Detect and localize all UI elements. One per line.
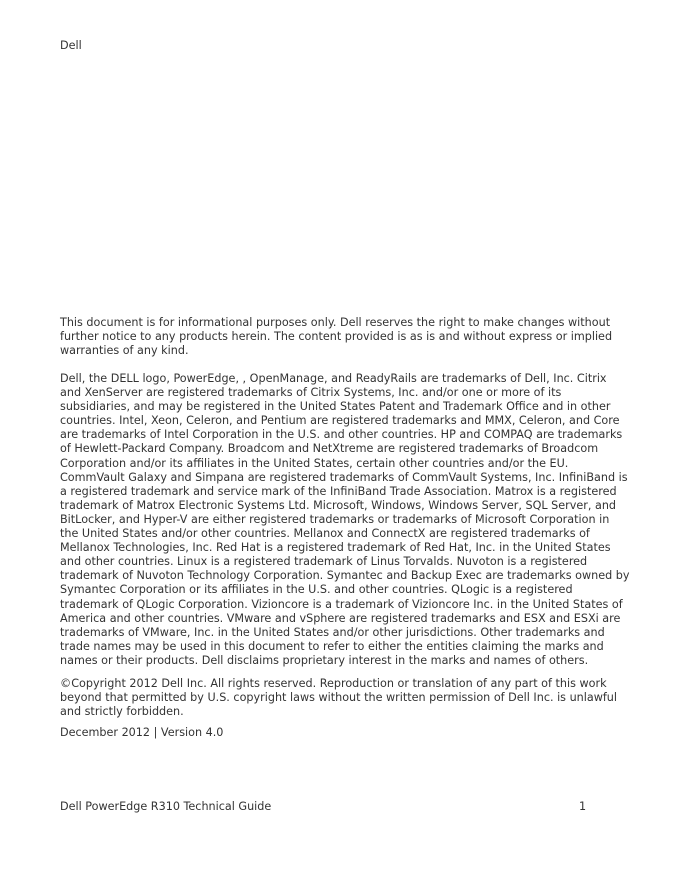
footer-title: Dell PowerEdge R310 Technical Guide [60, 800, 272, 813]
disclaimer-line: warranties of any kind. [60, 344, 189, 358]
trademarks-line: the United States and/or other countries. Mellanox and ConnectX are registered trademarks of [60, 527, 590, 541]
trademarks-line: BitLocker, and Hyper-V are either registered trademarks or trademarks of Microsoft Corporation in [60, 512, 610, 526]
trademarks-line: America and other countries. VMware and vSphere are registered trademarks and ESX and ESXi are [60, 611, 621, 625]
footer-page-number: 1 [579, 800, 587, 813]
trademarks-line: are trademarks of Intel Corporation in the U.S. and other countries. HP and COMPAQ are trademarks [60, 428, 623, 442]
trademarks-line: trademark of Nuvoton Technology Corporation. Symantec and Backup Exec are trademarks owned by [60, 569, 630, 583]
trademarks-line: countries. Intel, Xeon, Celeron, and Pentium are registered trademarks and MMX, Celeron, and Core [60, 414, 620, 428]
disclaimer-line: This document is for informational purposes only. Dell reserves the right to make changes without [60, 316, 611, 329]
version-line: December 2012 | Version 4.0 [60, 726, 224, 739]
disclaimer-line: further notice to any products herein. The content provided is as is and without express or implied [60, 330, 613, 344]
trademarks-line: and other countries. Linux is a registered trademark of Linus Torvalds. Nuvoton is a registered [60, 555, 588, 569]
trademarks-line: names or their products. Dell disclaims proprietary interest in the marks and names of others. [60, 653, 589, 667]
trademarks-line: trademark of Matrox Electronic Systems Ltd. Microsoft, Windows, Windows Server, SQL Server, and [60, 498, 617, 512]
trademarks-paragraph [60, 372, 630, 668]
trademarks-line: Corporation and/or its affiliates in the United States, certain other countries and/or the EU. [60, 456, 569, 470]
trademarks-line: trademarks of VMware, Inc. in the United States and/or other jurisdictions. Other trademarks and [60, 625, 605, 639]
trademarks-line: CommVault Galaxy and Simpana are registered trademarks of CommVault Systems, Inc. InfiniBand is [60, 470, 628, 484]
trademarks-line: of Hewlett-Packard Company. Broadcom and NetXtreme are registered trademarks of Broadcom [60, 442, 599, 456]
copyright-line: and strictly forbidden. [60, 705, 184, 719]
copyright-line: beyond that permitted by U.S. copyright laws without the written permission of Dell Inc. is unlawful [60, 691, 618, 705]
trademarks-line: subsidiaries, and may be registered in the United States Patent and Trademark Office and in other [60, 400, 611, 414]
trademarks-line: Dell, the DELL logo, PowerEdge, , OpenManage, and ReadyRails are trademarks of Dell, Inc. Citrix [60, 372, 607, 385]
copyright-paragraph [60, 677, 622, 719]
copyright-line: ©Copyright 2012 Dell Inc. All rights reserved. Reproduction or translation of any part of this work [60, 677, 607, 690]
header-brand: Dell [60, 39, 82, 52]
trademarks-line: Mellanox Technologies, Inc. Red Hat is a registered trademark of Red Hat, Inc. in the United States [60, 541, 611, 555]
trademarks-line: and XenServer are registered trademarks of Citrix Systems, Inc. and/or one or more of its [60, 386, 562, 400]
trademarks-line: trade names may be used in this document to refer to either the entities claiming the marks and [60, 639, 604, 653]
disclaimer-paragraph [60, 316, 622, 358]
trademarks-line: a registered trademark and service mark of the InfiniBand Trade Association. Matrox is a registered [60, 484, 617, 498]
trademarks-line: Symantec Corporation or its affiliates in the U.S. and other countries. QLogic is a registered [60, 583, 573, 597]
trademarks-line: trademark of QLogic Corporation. Vizioncore is a trademark of Vizioncore Inc. in the United States of [60, 597, 623, 611]
